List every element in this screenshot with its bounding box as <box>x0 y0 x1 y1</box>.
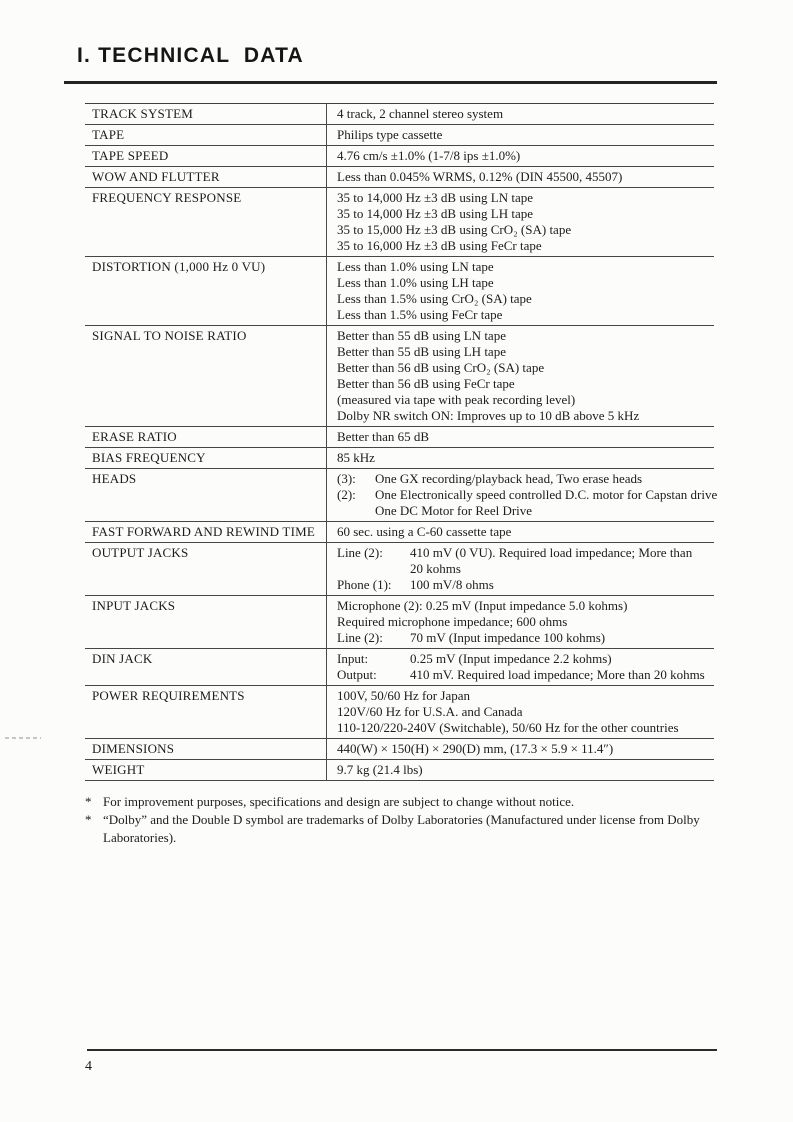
spec-value-line: 35 to 14,000 Hz ±3 dB using LN tape <box>337 190 533 205</box>
spec-value-line: (measured via tape with peak recording level) <box>337 392 576 407</box>
spec-row <box>85 543 714 596</box>
page-title: I. TECHNICAL DATA <box>77 44 304 67</box>
spec-label: TAPE SPEED <box>92 148 169 163</box>
spec-value-line: Less than 1.5% using CrO₂ (SA) tape <box>337 291 532 306</box>
footnote-marker: * <box>85 812 92 827</box>
spec-label: WEIGHT <box>92 762 145 777</box>
spec-value <box>326 448 714 468</box>
spec-row <box>85 125 714 146</box>
spec-label: FAST FORWARD AND REWIND TIME <box>92 524 316 539</box>
spec-value-line: Less than 1.0% using LH tape <box>337 275 494 290</box>
spec-value-line: (3): One GX recording/playback head, Two erase heads <box>337 471 643 486</box>
spec-row <box>85 188 714 257</box>
spec-value-line: Philips type cassette <box>337 127 443 142</box>
spec-row <box>85 427 714 448</box>
spec-row <box>85 448 714 469</box>
spec-row <box>85 760 714 781</box>
spec-value-line: Phone (1): 100 mV/8 ohms <box>337 577 494 592</box>
spec-row <box>85 522 714 543</box>
spec-row <box>85 257 714 326</box>
footnote-text: “Dolby” and the Double D symbol are trademarks of Dolby Laboratories (Manufactured under license from Dolby Laboratories). <box>103 812 700 845</box>
spec-row <box>85 686 714 739</box>
spec-value-line: Better than 65 dB <box>337 429 430 444</box>
footer-rule <box>87 1049 717 1051</box>
spec-label: DIN JACK <box>92 651 153 666</box>
spec-value-line: Better than 55 dB using LH tape <box>337 344 506 359</box>
spec-value-key: Phone (1): <box>337 577 392 592</box>
spec-value-line: Line (2): 410 mV (0 VU). Required load impedance; More than <box>337 545 693 560</box>
spec-value-line: 85 kHz <box>337 450 375 465</box>
spec-label: POWER REQUIREMENTS <box>92 688 245 703</box>
spec-value-key: Microphone (2): <box>337 598 423 613</box>
spec-row <box>85 469 718 522</box>
spec-value-key: Output: <box>337 667 377 682</box>
footnote <box>85 793 737 811</box>
spec-value-line: Line (2): 70 mV (Input impedance 100 kohms) <box>337 630 606 645</box>
spec-value-line: 4 track, 2 channel stereo system <box>337 106 504 121</box>
spec-value <box>326 167 714 187</box>
spec-label: DISTORTION (1,000 Hz 0 VU) <box>92 259 266 274</box>
spec-value-line: Less than 0.045% WRMS, 0.12% (DIN 45500, 45507) <box>337 169 623 184</box>
spec-row <box>85 146 714 167</box>
spec-label: HEADS <box>92 471 137 486</box>
spec-label: SIGNAL TO NOISE RATIO <box>92 328 247 343</box>
spec-value <box>326 760 714 780</box>
spec-label: TAPE <box>92 127 125 142</box>
spec-row <box>85 649 714 686</box>
spec-value <box>326 125 714 145</box>
spec-label: WOW AND FLUTTER <box>92 169 220 184</box>
footnote-marker: * <box>85 794 92 809</box>
spec-label: BIAS FREQUENCY <box>92 450 206 465</box>
spec-value <box>326 427 714 447</box>
title-rule <box>64 81 717 84</box>
spec-row <box>85 167 714 188</box>
spec-value-key: Input: <box>337 651 369 666</box>
spec-label: FREQUENCY RESPONSE <box>92 190 242 205</box>
spec-value <box>326 596 714 648</box>
spec-value-line: One DC Motor for Reel Drive <box>375 503 533 518</box>
spec-value-key: Line (2): <box>337 545 383 560</box>
spec-value-line: Better than 56 dB using FeCr tape <box>337 376 515 391</box>
spec-value <box>326 686 714 738</box>
spec-value-line: 100V, 50/60 Hz for Japan <box>337 688 470 703</box>
spec-label: OUTPUT JACKS <box>92 545 189 560</box>
spec-value-line: Required microphone impedance; 600 ohms <box>337 614 568 629</box>
scan-artifact <box>5 737 41 739</box>
footnotes <box>85 793 737 847</box>
spec-value-line: 110-120/220-240V (Switchable), 50/60 Hz for the other countries <box>337 720 679 735</box>
spec-label: DIMENSIONS <box>92 741 175 756</box>
footnote-text: For improvement purposes, specifications and design are subject to change without notice. <box>103 794 575 809</box>
spec-value-line: 20 kohms <box>410 561 461 576</box>
spec-value <box>326 739 714 759</box>
spec-row <box>85 326 714 427</box>
spec-value-line: Output: 410 mV. Required load impedance; More than 20 kohms <box>337 667 705 682</box>
spec-row <box>85 596 714 649</box>
spec-value-line: Better than 56 dB using CrO₂ (SA) tape <box>337 360 545 375</box>
footnote <box>85 811 737 847</box>
spec-value-line: 120V/60 Hz for U.S.A. and Canada <box>337 704 523 719</box>
spec-value-line: Less than 1.5% using FeCr tape <box>337 307 503 322</box>
spec-value-line: Dolby NR switch ON: Improves up to 10 dB above 5 kHz <box>337 408 640 423</box>
page-number: 4 <box>85 1059 92 1074</box>
spec-value-key: Line (2): <box>337 630 383 645</box>
spec-label: TRACK SYSTEM <box>92 106 193 121</box>
spec-value-line: 35 to 14,000 Hz ±3 dB using LH tape <box>337 206 533 221</box>
spec-table <box>85 103 718 781</box>
spec-value <box>326 104 714 124</box>
spec-value-line: (2): One Electronically speed controlled D.C. motor for Capstan drive <box>337 487 718 502</box>
spec-value <box>326 146 714 166</box>
spec-value-line: Microphone (2): 0.25 mV (Input impedance 5.0 kohms) <box>337 598 628 613</box>
spec-value-line: 9.7 kg (21.4 lbs) <box>337 762 423 777</box>
spec-label: ERASE RATIO <box>92 429 177 444</box>
spec-value-line: 35 to 15,000 Hz ±3 dB using CrO₂ (SA) tape <box>337 222 572 237</box>
spec-value-line: 440(W) × 150(H) × 290(D) mm, (17.3 × 5.9 × 11.4″) <box>337 741 614 756</box>
spec-value-line: 35 to 16,000 Hz ±3 dB using FeCr tape <box>337 238 542 253</box>
spec-value-key: (3): <box>337 471 356 486</box>
spec-value-line: 4.76 cm/s ±1.0% (1-7/8 ips ±1.0%) <box>337 148 521 163</box>
spec-value-key: (2): <box>337 487 356 502</box>
spec-value <box>326 257 714 325</box>
spec-value <box>326 543 714 595</box>
spec-value-line: Better than 55 dB using LN tape <box>337 328 506 343</box>
spec-value-line: Input: 0.25 mV (Input impedance 2.2 kohms) <box>337 651 612 666</box>
spec-value <box>326 188 714 256</box>
spec-label: INPUT JACKS <box>92 598 176 613</box>
spec-value <box>326 469 719 521</box>
spec-value <box>326 522 714 542</box>
spec-row <box>85 104 714 125</box>
spec-value <box>326 649 714 685</box>
spec-row <box>85 739 714 760</box>
spec-value-line: 60 sec. using a C-60 cassette tape <box>337 524 512 539</box>
spec-value-line: Less than 1.0% using LN tape <box>337 259 494 274</box>
spec-value <box>326 326 714 426</box>
